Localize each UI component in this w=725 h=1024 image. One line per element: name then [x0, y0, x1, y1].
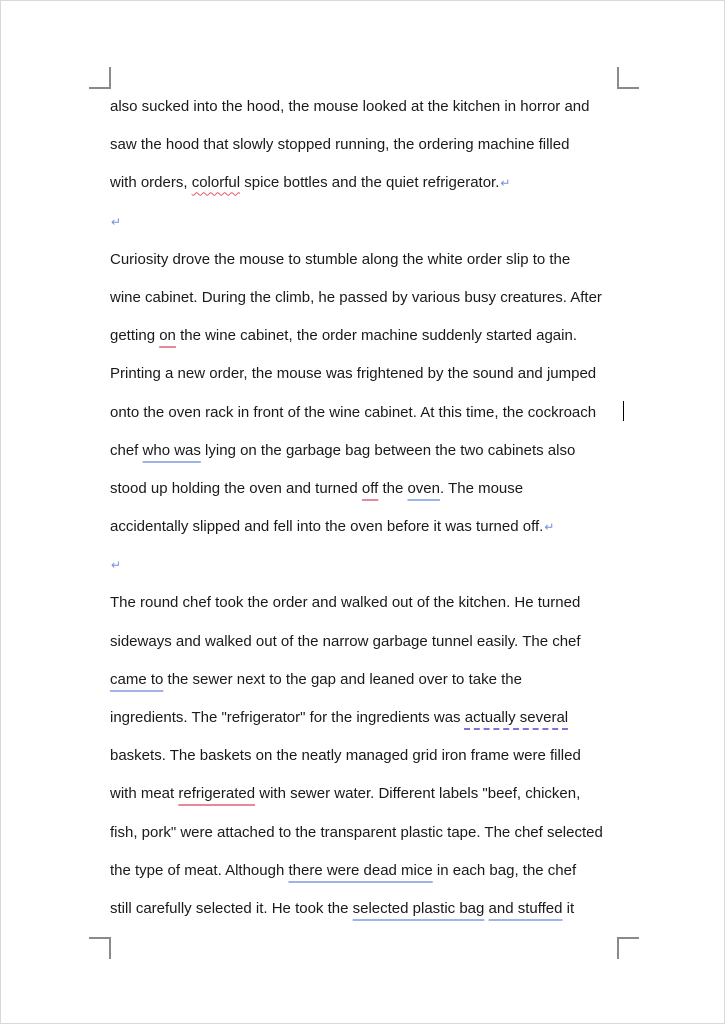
text-run: also sucked into the hood, the mouse looked at the kitchen in horror and [110, 98, 590, 115]
text-line [110, 814, 630, 852]
paragraph-mark-icon: ↵ [111, 214, 122, 229]
text-run: still carefully selected it. He took the [110, 899, 353, 917]
text-run: accidentally slipped and fell into the oven before it was turned off. [110, 518, 544, 536]
text-run: it [562, 899, 575, 917]
crop-mark-top-left [89, 67, 111, 89]
text-run: the [378, 479, 408, 497]
style-suggestion-blue[interactable]: and stuffed [488, 899, 563, 917]
text-line [110, 661, 630, 699]
text-line [110, 470, 630, 508]
text-run: the type of meat. Although [110, 861, 289, 879]
text-run: saw the hood that slowly stopped running, the ordering machine filled [110, 136, 570, 154]
text-line [110, 508, 630, 546]
text-line [110, 432, 630, 470]
text-run: stood up holding the oven and turned [110, 479, 362, 497]
text-cursor [623, 401, 624, 421]
text-line [110, 737, 630, 775]
text-line [110, 241, 630, 279]
empty-paragraph [110, 546, 630, 584]
crop-mark-top-right [617, 67, 639, 89]
text-line [110, 164, 630, 202]
text-run: The round chef took the order and walked out of the kitchen. He turned [110, 594, 581, 612]
text-run: baskets. The baskets on the neatly managed grid iron frame were filled [110, 747, 581, 765]
document-body[interactable] [110, 88, 630, 928]
text-run: onto the oven rack in front of the wine cabinet. At this time, the cockroach [110, 403, 597, 421]
text-line [110, 852, 630, 890]
style-suggestion-blue[interactable]: oven [407, 479, 440, 497]
text-line [110, 584, 630, 622]
spelling-error-word[interactable]: colorful [191, 174, 241, 192]
style-suggestion-blue[interactable]: selected plastic bag [352, 899, 485, 917]
text-run: the sewer next to the gap and leaned over to take the [163, 670, 522, 688]
empty-paragraph [110, 203, 630, 241]
text-run: . The mouse [440, 479, 524, 497]
text-line [110, 623, 630, 661]
text-line [110, 317, 630, 355]
style-suggestion-blue[interactable]: came to [110, 670, 164, 688]
text-line [110, 126, 630, 164]
text-line [110, 890, 630, 928]
text-run: fish, pork" were attached to the transparent plastic tape. The chef selected [110, 823, 603, 841]
text-run: spice bottles and the quiet refrigerator. [240, 174, 500, 192]
text-run: with meat [110, 785, 179, 803]
crop-mark-bottom-right [617, 937, 639, 959]
text-run: with sewer water. Different labels "beef, chicken, [255, 785, 581, 803]
text-run: sideways and walked out of the narrow garbage tunnel easily. The chef [110, 632, 581, 650]
paragraph-mark-icon: ↵ [544, 520, 555, 535]
style-suggestion-blue[interactable]: who was [142, 441, 201, 459]
text-run: Curiosity drove the mouse to stumble along the white order slip to the [110, 250, 571, 268]
text-run: getting [110, 327, 160, 345]
grammar-suggestion-red[interactable]: off [361, 479, 379, 497]
text-line [110, 355, 630, 393]
text-run: lying on the garbage bag between the two cabinets also [200, 441, 576, 459]
text-run: wine cabinet. During the climb, he passed by various busy creatures. After [110, 288, 602, 306]
text-line [110, 279, 630, 317]
text-line [110, 394, 630, 432]
paragraph-mark-icon: ↵ [111, 558, 122, 573]
style-suggestion-blue[interactable]: there were dead mice [288, 861, 433, 879]
text-line [110, 775, 630, 813]
text-run: in each bag, the chef [432, 861, 577, 879]
clarity-suggestion-dashed[interactable]: actually several [464, 709, 569, 726]
text-run: the wine cabinet, the order machine suddenly started again. [175, 327, 577, 345]
paragraph-mark-icon: ↵ [500, 176, 511, 191]
grammar-suggestion-red[interactable]: refrigerated [178, 785, 256, 803]
text-line [110, 88, 630, 126]
grammar-suggestion-red[interactable]: on [159, 327, 176, 345]
text-run: Printing a new order, the mouse was frightened by the sound and jumped [110, 365, 597, 383]
text-line [110, 699, 630, 737]
text-run: with orders, [110, 174, 192, 192]
crop-mark-bottom-left [89, 937, 111, 959]
text-run: ingredients. The "refrigerator" for the ingredients was [110, 709, 465, 726]
text-run: chef [110, 441, 143, 459]
